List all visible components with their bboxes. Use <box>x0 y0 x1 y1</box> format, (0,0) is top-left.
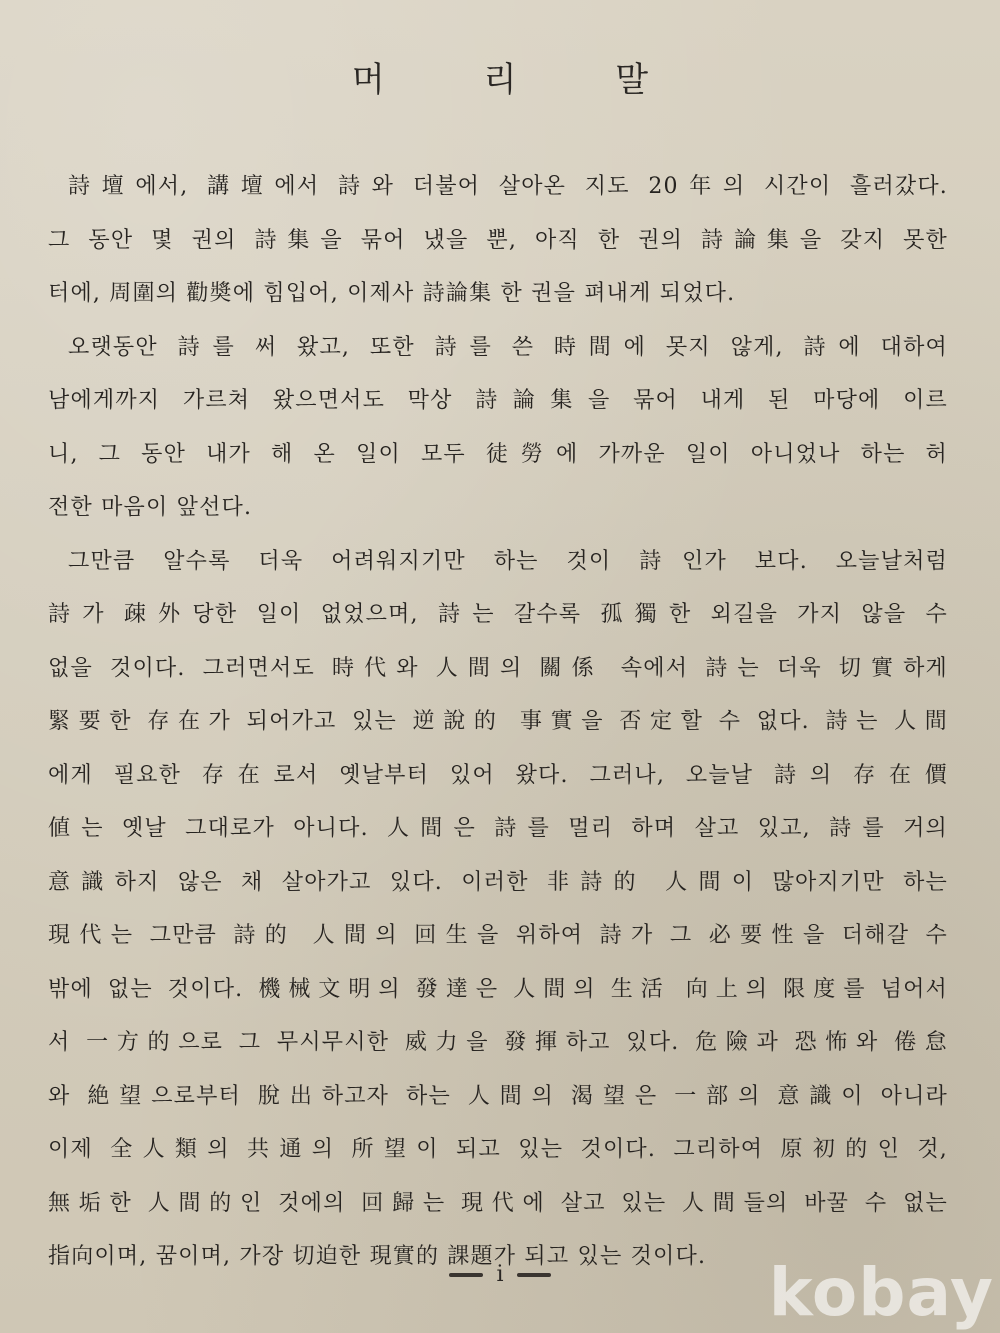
text-line: 그만큼 알수록 더욱 어려워지기만 하는 것이 詩인가 보다. 오늘날처럼 <box>68 548 948 574</box>
text-line: 밖에 없는 것이다. 機械文明의 發達은 人間의 生活 向上의 限度를 넘어서 <box>48 976 948 1002</box>
text-line: 詩壇에서, 講壇에서 詩와 더불어 살아온 지도 20年의 시간이 흘러갔다. <box>68 174 948 199</box>
text-line: 와 絶望으로부터 脫出하고자 하는 人間의 渴望은 一部의 意識이 아니라 <box>48 1083 948 1109</box>
text-line: 現代는 그만큼 詩的 人間의 回生을 위하여 詩가 그 必要性을 더해갈 수 <box>48 923 948 948</box>
watermark-logo: kobay <box>768 1254 994 1331</box>
text-line: 니, 그 동안 내가 해 온 일이 모두 徒勞에 가까운 일이 아니었나 하는 허 <box>48 441 948 467</box>
text-line: 터에, 周圍의 勸奬에 힘입어, 이제사 詩論集 한 권을 펴내게 되었다. <box>48 281 736 306</box>
text-line: 意識하지 않은 채 살아가고 있다. 이러한 非詩的 人間이 많아지기만 하는 <box>48 869 948 895</box>
text-line: 詩가 疎外당한 일이 없었으며, 詩는 갈수록 孤獨한 외길을 가지 않을 수 <box>48 602 948 627</box>
paragraph <box>48 535 948 1284</box>
text-line: 없을 것이다. 그러면서도 時代와 人間의 關係 속에서 詩는 더욱 切實하게 <box>48 655 948 681</box>
page-number-label: i <box>496 1262 504 1287</box>
paragraph <box>48 321 948 535</box>
text-line: 전한 마음이 앞선다. <box>48 495 253 520</box>
preface-body <box>48 160 948 1284</box>
text-line: 이제 全人類의 共通의 所望이 되고 있는 것이다. 그리하여 原初的인 것, <box>48 1137 948 1162</box>
text-line: 緊要한 存在가 되어가고 있는 逆說的 事實을 否定할 수 없다. 詩는 人間 <box>48 709 948 734</box>
text-line: 오랫동안 詩를 써 왔고, 또한 詩를 쓴 時間에 못지 않게, 詩에 대하여 <box>68 334 948 360</box>
folio-ornament-right <box>517 1273 551 1277</box>
text-line: 서 一方的으로 그 무시무시한 威力을 發揮하고 있다. 危險과 恐怖와 倦怠 <box>48 1030 948 1055</box>
page-title: 머 리 말 <box>351 60 693 100</box>
text-line: 남에게까지 가르쳐 왔으면서도 막상 詩論集을 묶어 내게 된 마당에 이르 <box>48 388 948 413</box>
text-line: 無垢한 人間的인 것에의 回歸는 現代에 살고 있는 人間들의 바꿀 수 없는 <box>48 1190 948 1216</box>
text-line: 値는 옛날 그대로가 아니다. 人間은 詩를 멀리 하며 살고 있고, 詩를 거의 <box>48 816 948 841</box>
text-line: 에게 필요한 存在로서 옛날부터 있어 왔다. 그러나, 오늘날 詩의 存在價 <box>48 762 948 788</box>
paragraph <box>48 160 948 321</box>
text-line: 指向이며, 꿈이며, 가장 切迫한 現實的 課題가 되고 있는 것이다. <box>48 1244 707 1269</box>
text-line: 그 동안 몇 권의 詩集을 묶어 냈을 뿐, 아직 한 권의 詩論集을 갖지 못한 <box>48 227 948 253</box>
folio-ornament-left <box>449 1273 483 1277</box>
